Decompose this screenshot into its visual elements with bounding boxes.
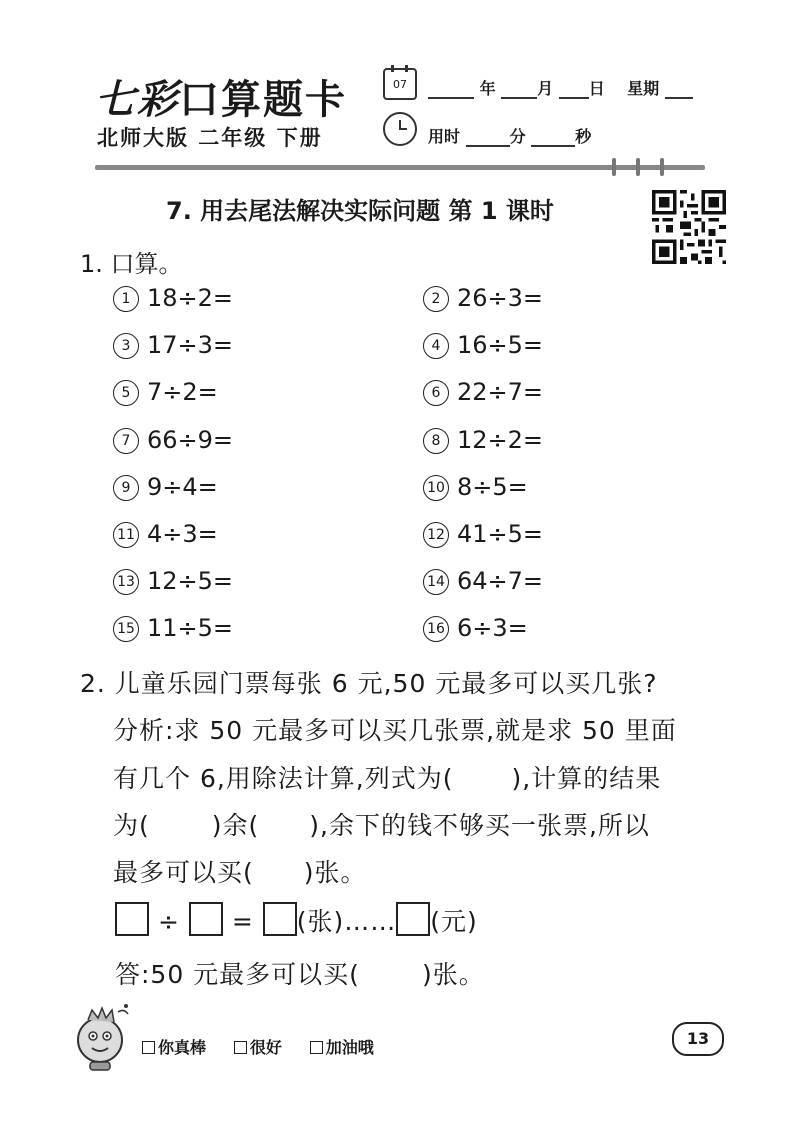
year-label: 年 bbox=[479, 79, 496, 98]
item-number: 14 bbox=[423, 569, 449, 595]
calc-item bbox=[423, 426, 543, 454]
analysis-text: 为( bbox=[113, 811, 150, 840]
calc-expression: 4÷3= bbox=[147, 520, 218, 548]
analysis-line-4 bbox=[113, 853, 367, 889]
rating-label: 加油哦 bbox=[325, 1038, 374, 1057]
item-number: 7 bbox=[113, 428, 139, 454]
analysis-text: 最多可以买( bbox=[113, 858, 254, 887]
checkbox-icon[interactable] bbox=[234, 1041, 247, 1054]
analysis-text: )张。 bbox=[303, 858, 367, 887]
day-label: 日 bbox=[588, 79, 605, 98]
calc-item bbox=[113, 473, 218, 501]
calendar-icon bbox=[383, 68, 417, 100]
calc-expression: 64÷7= bbox=[457, 567, 544, 596]
divider-ornament bbox=[660, 158, 664, 176]
calc-expression: 11÷5= bbox=[147, 614, 234, 643]
edition-label: 北师大版 二年级 下册 bbox=[97, 126, 323, 150]
item-number: 3 bbox=[113, 333, 139, 359]
rating-label: 很好 bbox=[249, 1038, 282, 1057]
item-number: 15 bbox=[113, 616, 139, 642]
checkbox-icon[interactable] bbox=[310, 1041, 323, 1054]
calc-expression: 12÷5= bbox=[147, 567, 234, 596]
rating-option[interactable] bbox=[310, 1038, 374, 1057]
calc-expression: 26÷3= bbox=[457, 284, 544, 312]
calc-expression: 17÷3= bbox=[147, 331, 234, 360]
year-blank[interactable] bbox=[428, 83, 474, 99]
weekday-label: 星期 bbox=[627, 79, 660, 98]
analysis-text: )余( bbox=[211, 811, 260, 840]
analysis-text: ),计算的结果 bbox=[511, 764, 662, 793]
unit-yuan: (元) bbox=[430, 907, 478, 936]
calc-item bbox=[113, 331, 233, 359]
item-number: 5 bbox=[113, 380, 139, 406]
calc-expression: 6÷3= bbox=[457, 614, 528, 643]
seconds-blank[interactable] bbox=[531, 131, 575, 147]
calc-item bbox=[113, 378, 218, 406]
item-number: 9 bbox=[113, 475, 139, 501]
month-label: 月 bbox=[537, 79, 554, 98]
brand-prefix: 七彩 bbox=[95, 76, 179, 123]
equation-row bbox=[115, 902, 478, 938]
mascot-icon bbox=[70, 1000, 134, 1072]
unit-tickets: (张)…… bbox=[296, 907, 397, 936]
problem1-heading: 1. 口算。 bbox=[80, 250, 183, 278]
seconds-label: 秒 bbox=[575, 127, 592, 146]
calc-expression: 8÷5= bbox=[457, 472, 528, 501]
qr-code-icon[interactable] bbox=[652, 190, 726, 264]
checkbox-icon[interactable] bbox=[142, 1041, 155, 1054]
calc-item bbox=[423, 473, 528, 501]
date-line bbox=[428, 76, 693, 99]
weekday-blank[interactable] bbox=[665, 83, 693, 99]
item-number: 16 bbox=[423, 616, 449, 642]
problem2-question: 2. 儿童乐园门票每张 6 元,50 元最多可以买几张? bbox=[80, 669, 658, 698]
item-number: 4 bbox=[423, 333, 449, 359]
divider-ornament bbox=[636, 158, 640, 176]
calc-expression: 22÷7= bbox=[457, 378, 544, 407]
calc-item bbox=[423, 331, 543, 359]
calc-item bbox=[423, 520, 543, 548]
quotient-box[interactable] bbox=[263, 902, 297, 936]
calc-item bbox=[423, 378, 543, 406]
self-rating bbox=[142, 1035, 374, 1058]
calc-item bbox=[113, 284, 233, 312]
calc-expression: 41÷5= bbox=[457, 520, 544, 548]
brand-main: 口算题卡 bbox=[179, 76, 347, 123]
divide-sign: ÷ bbox=[157, 907, 180, 936]
day-blank[interactable] bbox=[559, 83, 589, 99]
calc-item bbox=[113, 614, 233, 642]
dividend-box[interactable] bbox=[115, 902, 149, 936]
rating-option[interactable] bbox=[234, 1038, 282, 1057]
remainder-box[interactable] bbox=[396, 902, 430, 936]
item-number: 8 bbox=[423, 428, 449, 454]
answer-text: )张。 bbox=[421, 960, 485, 989]
calc-item bbox=[423, 284, 543, 312]
time-used-label: 用时 bbox=[428, 127, 461, 146]
lesson-title: 7. 用去尾法解决实际问题 第 1 课时 bbox=[166, 197, 554, 225]
divisor-box[interactable] bbox=[189, 902, 223, 936]
answer-text: 答:50 元最多可以买( bbox=[115, 960, 360, 989]
calendar-icon-text: 07 bbox=[393, 78, 407, 91]
item-number: 1 bbox=[113, 286, 139, 312]
calc-expression: 7÷2= bbox=[147, 378, 218, 407]
page-number: 13 bbox=[672, 1022, 724, 1056]
time-line bbox=[428, 124, 591, 147]
calc-expression: 18÷2= bbox=[147, 284, 234, 312]
item-number: 11 bbox=[113, 522, 139, 548]
minutes-blank[interactable] bbox=[466, 131, 510, 147]
calc-expression: 16÷5= bbox=[457, 331, 544, 360]
item-number: 2 bbox=[423, 286, 449, 312]
brand-title bbox=[95, 68, 347, 125]
analysis-line-1: 分析:求 50 元最多可以买几张票,就是求 50 里面 bbox=[113, 716, 677, 745]
item-number: 6 bbox=[423, 380, 449, 406]
calc-item bbox=[113, 520, 218, 548]
item-number: 12 bbox=[423, 522, 449, 548]
item-number: 10 bbox=[423, 475, 449, 501]
analysis-line-3 bbox=[113, 806, 650, 842]
month-blank[interactable] bbox=[501, 83, 537, 99]
calc-expression: 12÷2= bbox=[457, 425, 544, 454]
divider-ornament bbox=[612, 158, 616, 176]
calc-expression: 9÷4= bbox=[147, 472, 218, 501]
rating-label: 你真棒 bbox=[158, 1038, 207, 1057]
calc-item bbox=[423, 567, 543, 595]
equal-sign: = bbox=[231, 907, 254, 936]
analysis-text: 有几个 6,用除法计算,列式为( bbox=[113, 764, 454, 793]
calc-item bbox=[113, 426, 233, 454]
calc-item bbox=[423, 614, 528, 642]
analysis-line-2 bbox=[113, 759, 661, 795]
item-number: 13 bbox=[113, 569, 139, 595]
calc-expression: 66÷9= bbox=[147, 425, 234, 454]
rating-option[interactable] bbox=[142, 1038, 206, 1057]
calc-item bbox=[113, 567, 233, 595]
clock-icon bbox=[383, 112, 417, 146]
analysis-text: ),余下的钱不够买一张票,所以 bbox=[309, 811, 650, 840]
answer-line bbox=[115, 955, 485, 991]
minutes-label: 分 bbox=[509, 127, 526, 146]
